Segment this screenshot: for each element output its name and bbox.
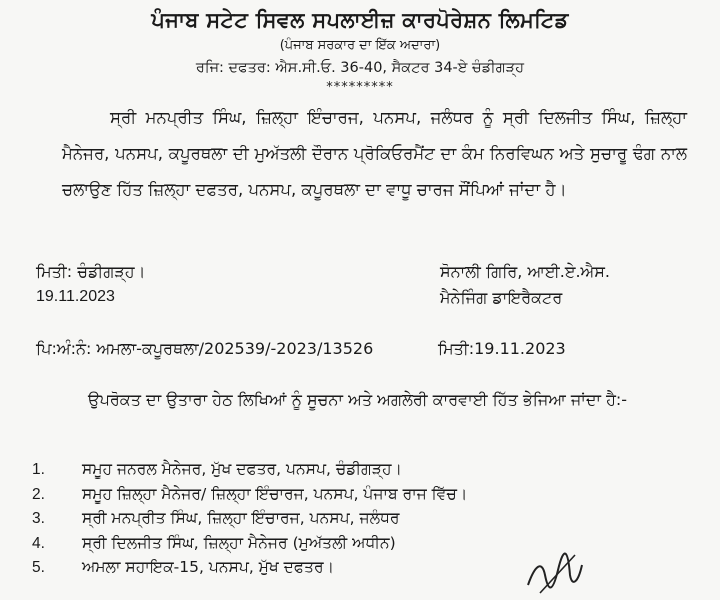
- list-number: 1.: [32, 461, 45, 478]
- list-number: 2.: [32, 485, 45, 503]
- place-line: ਮਿਤੀ: ਚੰਡੀਗੜ੍ਹ।: [36, 262, 146, 281]
- signatory-title: ਮੈਨੇਜਿੰਗ ਡਾਇਰੈਕਟਰ: [440, 288, 563, 307]
- registered-office: ਰਜਿ: ਦਫਤਰ: ਐਸ.ਸੀ.ਓ. 36-40, ਸੈਕਟਰ 34-ਏ ਚੰਡੀਗੜ੍ਹ: [195, 60, 525, 76]
- list-text: ਸ੍ਰੀ ਮਨਪ੍ਰੀਤ ਸਿੰਘ, ਜ਼ਿਲ੍ਹਾ ਇੰਚਾਰਜ, ਪਨਸਪ, ਜਲੰਧਰ: [82, 509, 400, 527]
- header-separator: *********: [326, 80, 394, 95]
- list-item: [32, 534, 467, 559]
- handwritten-signature: [520, 545, 590, 600]
- order-date: 19.11.2023: [36, 288, 115, 305]
- endorsement-number: ਪਿ:ਅੰ:ਨੰ: ਅਮਲਾ-ਕਪੂਰਥਲਾ/202539/-2023/13526: [36, 339, 374, 358]
- list-text: ਸਮੂਹ ਜਨਰਲ ਮੈਨੇਜਰ, ਮੁੱਖ ਦਫਤਰ, ਪਨਸਪ, ਚੰਡੀਗੜ੍ਹ।: [82, 460, 402, 478]
- list-text: ਸਮੂਹ ਜ਼ਿਲ੍ਹਾ ਮੈਨੇਜਰ/ ਜ਼ਿਲ੍ਹਾ ਇੰਚਾਰਜ, ਪਨਸਪ, ਪੰਜਾਬ ਰਾਜ ਵਿੱਚ।: [82, 484, 468, 503]
- list-item: [32, 485, 467, 510]
- organization-title: ਪੰਜਾਬ ਸਟੇਟ ਸਿਵਲ ਸਪਲਾਈਜ਼ ਕਾਰਪੋਰੇਸ਼ਨ ਲਿਮਟਿਡ: [151, 8, 569, 32]
- list-text: ਸ੍ਰੀ ਦਿਲਜੀਤ ਸਿੰਘ, ਜ਼ਿਲ੍ਹਾ ਮੈਨੇਜਰ (ਮੁਅੱਤਲੀ ਅਧੀਨ): [82, 533, 396, 552]
- endorsement-date: ਮਿਤੀ:19.11.2023: [438, 339, 566, 358]
- order-paragraph: ਸ੍ਰੀ ਮਨਪ੍ਰੀਤ ਸਿੰਘ, ਜ਼ਿਲ੍ਹਾ ਇੰਚਾਰਜ, ਪਨਸਪ, ਜਲੰਧਰ ਨੂੰ ਸ੍ਰੀ ਦਿਲਜੀਤ ਸਿੰਘ, ਜ਼ਿਲ੍ਹਾ ਮੈਨੇਜਰ, ਪਨਸਪ, ਕਪੂਰਥਲਾ ਦੀ ਮੁਅੱਤਲੀ ਦੌਰਾਨ ਪ੍ਰੋਕਿਓਰਮੈਂਟ ਦਾ ਕੰਮ ਨਿਰਵਿਘਨ ਅਤੇ ਸੁਚਾਰੂ ਢੰਗ ਨਾਲ ਚਲਾਉਣ ਹਿੱਤ ਜ਼ਿਲ੍ਹਾ ਦਫਤਰ, ਪਨਸਪ, ਕਪੂਰਥਲਾ ਦਾ ਵਾਧੂ ਚਾਰਜ ਸੌਂਪਿਆਂ ਜਾਂਦਾ ਹੈ।: [62, 108, 687, 199]
- list-number: 5.: [32, 559, 45, 576]
- list-item: [32, 509, 467, 534]
- endorsement-intro: ਉਪਰੋਕਤ ਦਾ ਉਤਾਰਾ ਹੇਠ ਲਿਖਿਆਂ ਨੂੰ ਸੂਚਨਾ ਅਤੇ ਅਗਲੇਰੀ ਕਾਰਵਾਈ ਹਿੱਤ ਭੇਜਿਆ ਜਾਂਦਾ ਹੈ:-: [88, 390, 628, 409]
- organization-subtitle: (ਪੰਜਾਬ ਸਰਕਾਰ ਦਾ ਇੱਕ ਅਦਾਰਾ): [279, 38, 441, 53]
- list-item: [32, 558, 467, 583]
- list-item: [32, 460, 467, 485]
- signatory-name: ਸੋਨਾਲੀ ਗਿਰਿ, ਆਈ.ਏ.ਐਸ.: [440, 262, 611, 281]
- recipient-list: [32, 460, 467, 583]
- list-number: 4.: [32, 534, 45, 552]
- list-text: ਅਮਲਾ ਸਹਾਇਕ-15, ਪਨਸਪ, ਮੁੱਖ ਦਫਤਰ।: [82, 558, 335, 576]
- list-number: 3.: [32, 510, 45, 527]
